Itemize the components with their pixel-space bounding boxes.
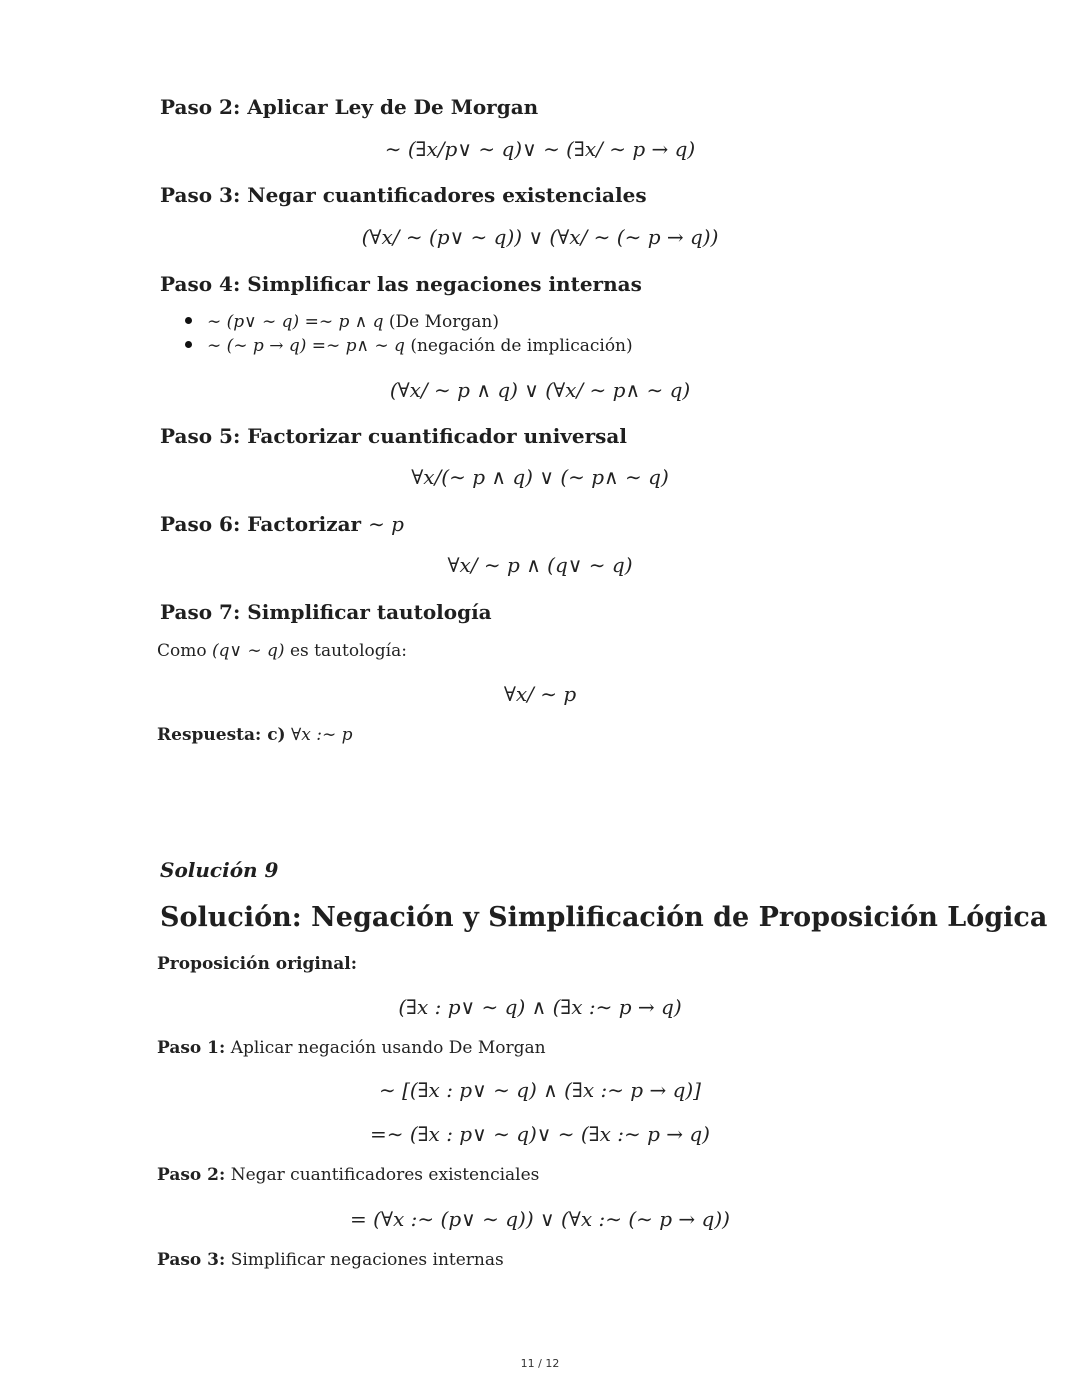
paso7-text-pre: Como <box>157 641 207 661</box>
paso7-heading: Paso 7: Simplificar tautología <box>160 600 492 624</box>
paso2-formula: ∼ (∃x/p∨ ∼ q)∨ ∼ (∃x/ ∼ p → q) <box>384 137 696 161</box>
s9-paso2-label: Paso 2: <box>157 1165 226 1185</box>
paso6-formula: ∀x/ ∼ p ∧ (q∨ ∼ q) <box>447 553 633 577</box>
paso3-formula: (∀x/ ∼ (p∨ ∼ q)) ∨ (∀x/ ∼ (∼ p → q)) <box>361 225 719 249</box>
paso5-formula: ∀x/(∼ p ∧ q) ∨ (∼ p∧ ∼ q) <box>411 465 669 489</box>
solucion-label: Solución 9 <box>160 858 279 882</box>
s9-paso3-text: Simplificar negaciones internas <box>230 1250 504 1270</box>
paso7-text-post: es tautología: <box>289 641 407 661</box>
paso5-heading: Paso 5: Factorizar cuantificador universal <box>160 424 627 448</box>
paso4-heading: Paso 4: Simplificar las negaciones internas <box>160 272 642 296</box>
bullet-math: ∼ (p∨ ∼ q) =∼ p ∧ q <box>207 312 384 332</box>
bullet-math: ∼ (∼ p → q) =∼ p∧ ∼ q <box>207 336 405 356</box>
paso6-heading <box>160 512 404 536</box>
paso3-heading: Paso 3: Negar cuantificadores existenciales <box>160 183 647 207</box>
s9-paso3 <box>157 1250 504 1270</box>
s9-paso3-label: Paso 3: <box>157 1250 226 1270</box>
page-number: 11 / 12 <box>520 1357 560 1370</box>
paso2-heading: Paso 2: Aplicar Ley de De Morgan <box>160 95 539 119</box>
original-label: Proposición original: <box>157 954 357 974</box>
respuesta-label: Respuesta: c) <box>157 725 286 745</box>
paso7-text-math: (q∨ ∼ q) <box>212 641 285 661</box>
solucion-title: Solución: Negación y Simplificación de Proposición Lógica <box>160 902 1048 933</box>
s9-paso1-formula2: =∼ (∃x : p∨ ∼ q)∨ ∼ (∃x :∼ p → q) <box>370 1122 710 1146</box>
s9-paso1-text: Aplicar negación usando De Morgan <box>230 1038 546 1058</box>
respuesta <box>157 725 353 745</box>
paso4-bullet-2 <box>185 336 633 356</box>
bullet-dot-icon <box>185 317 192 324</box>
s9-paso2 <box>157 1165 539 1185</box>
paso7-formula: ∀x/ ∼ p <box>503 682 577 706</box>
bullet-note: (negación de implicación) <box>410 336 633 356</box>
s9-paso1-label: Paso 1: <box>157 1038 226 1058</box>
respuesta-math: ∀x :∼ p <box>291 725 353 745</box>
original-formula: (∃x : p∨ ∼ q) ∧ (∃x :∼ p → q) <box>398 995 682 1019</box>
s9-paso2-text: Negar cuantificadores existenciales <box>230 1165 540 1185</box>
bullet-dot-icon <box>185 341 192 348</box>
paso7-text <box>157 641 407 661</box>
paso4-formula: (∀x/ ∼ p ∧ q) ∨ (∀x/ ∼ p∧ ∼ q) <box>389 378 691 402</box>
paso4-bullet-1 <box>185 312 499 332</box>
bullet-note: (De Morgan) <box>388 312 499 332</box>
s9-paso1-formula1: ∼ [(∃x : p∨ ∼ q) ∧ (∃x :∼ p → q)] <box>378 1078 701 1102</box>
s9-paso1 <box>157 1038 546 1058</box>
s9-paso2-formula: = (∀x :∼ (p∨ ∼ q)) ∨ (∀x :∼ (∼ p → q)) <box>350 1207 730 1231</box>
paso6-heading-text: Paso 6: Factorizar <box>160 512 362 536</box>
paso6-heading-math: ∼ p <box>368 512 404 536</box>
